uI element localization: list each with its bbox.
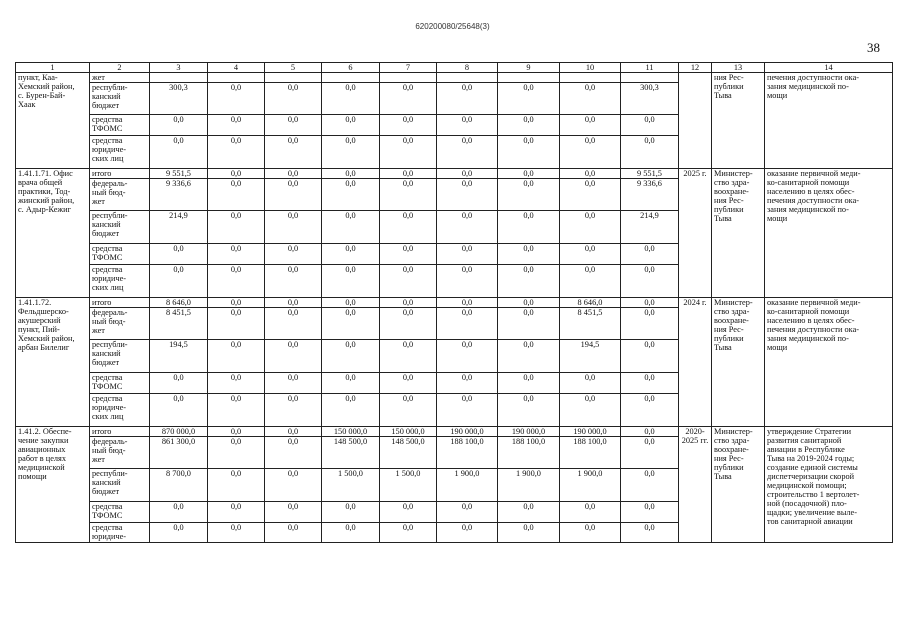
amount-cell: 0,0 xyxy=(322,373,380,394)
amount-cell: 0,0 xyxy=(265,136,322,169)
amount-cell: 0,0 xyxy=(208,136,265,169)
amount-cell: 148 500,0 xyxy=(322,437,380,469)
deadline-cell xyxy=(679,73,712,169)
amount-cell: 0,0 xyxy=(265,265,322,298)
amount-cell: 0,0 xyxy=(498,523,560,543)
amount-cell: 8 451,5 xyxy=(560,308,621,340)
executor-cell: Министер- ство здра- воохране- ния Рес- публики Тыва xyxy=(712,427,765,543)
amount-cell xyxy=(621,73,679,83)
amount-cell: 0,0 xyxy=(498,394,560,427)
amount-cell: 188 100,0 xyxy=(498,437,560,469)
amount-cell: 0,0 xyxy=(498,83,560,115)
amount-cell: 214,9 xyxy=(621,211,679,244)
amount-cell xyxy=(265,73,322,83)
column-number-cell: 8 xyxy=(437,63,498,73)
funding-source-cell: итого xyxy=(90,169,150,179)
amount-cell: 0,0 xyxy=(208,469,265,502)
amount-cell: 1 900,0 xyxy=(437,469,498,502)
amount-cell: 0,0 xyxy=(437,179,498,211)
amount-cell: 0,0 xyxy=(380,136,437,169)
column-number-cell: 6 xyxy=(322,63,380,73)
amount-cell: 0,0 xyxy=(265,427,322,437)
funding-source-cell: итого xyxy=(90,298,150,308)
funding-source-cell: федераль- ный бюд- жет xyxy=(90,308,150,340)
funding-source-cell: жет xyxy=(90,73,150,83)
amount-cell: 0,0 xyxy=(265,169,322,179)
amount-cell: 0,0 xyxy=(322,265,380,298)
amount-cell: 0,0 xyxy=(322,211,380,244)
amount-cell: 214,9 xyxy=(150,211,208,244)
amount-cell: 0,0 xyxy=(265,83,322,115)
amount-cell: 0,0 xyxy=(437,394,498,427)
amount-cell: 150 000,0 xyxy=(380,427,437,437)
amount-cell: 0,0 xyxy=(380,502,437,523)
amount-cell: 0,0 xyxy=(560,179,621,211)
amount-cell: 0,0 xyxy=(380,115,437,136)
amount-cell: 0,0 xyxy=(560,169,621,179)
amount-cell: 0,0 xyxy=(380,373,437,394)
amount-cell: 0,0 xyxy=(498,115,560,136)
amount-cell: 0,0 xyxy=(265,437,322,469)
amount-cell: 0,0 xyxy=(208,115,265,136)
amount-cell: 0,0 xyxy=(437,169,498,179)
column-number-cell: 1 xyxy=(16,63,90,73)
table-row xyxy=(16,169,893,179)
amount-cell: 0,0 xyxy=(560,83,621,115)
amount-cell: 0,0 xyxy=(208,298,265,308)
amount-cell: 9 551,5 xyxy=(621,169,679,179)
amount-cell: 9 336,6 xyxy=(150,179,208,211)
funding-source-cell: федераль- ный бюд- жет xyxy=(90,179,150,211)
amount-cell: 0,0 xyxy=(498,502,560,523)
amount-cell: 0,0 xyxy=(322,169,380,179)
amount-cell: 0,0 xyxy=(621,298,679,308)
amount-cell: 8 646,0 xyxy=(560,298,621,308)
amount-cell: 0,0 xyxy=(322,298,380,308)
amount-cell: 0,0 xyxy=(498,169,560,179)
deadline-cell: 2024 г. xyxy=(679,298,712,427)
expected-result-cell: печения доступности ока- зания медицинской по- мощи xyxy=(765,73,893,169)
amount-cell: 0,0 xyxy=(621,394,679,427)
amount-cell: 0,0 xyxy=(150,502,208,523)
amount-cell: 0,0 xyxy=(498,298,560,308)
funding-source-cell: средства ТФОМС xyxy=(90,115,150,136)
amount-cell: 0,0 xyxy=(265,502,322,523)
expected-result-cell: оказание первичной меди- ко-санитарной помощи населению в целях обес- печения доступности ока- зания медицинской по- мощи xyxy=(765,298,893,427)
amount-cell: 1 900,0 xyxy=(560,469,621,502)
amount-cell: 0,0 xyxy=(150,373,208,394)
amount-cell: 0,0 xyxy=(498,244,560,265)
budget-table xyxy=(15,62,893,543)
amount-cell: 0,0 xyxy=(265,523,322,543)
amount-cell: 0,0 xyxy=(560,523,621,543)
amount-cell: 8 646,0 xyxy=(150,298,208,308)
amount-cell: 0,0 xyxy=(437,136,498,169)
amount-cell: 0,0 xyxy=(380,179,437,211)
amount-cell: 0,0 xyxy=(265,244,322,265)
column-number-cell: 5 xyxy=(265,63,322,73)
amount-cell: 0,0 xyxy=(621,340,679,373)
amount-cell: 0,0 xyxy=(322,179,380,211)
amount-cell: 194,5 xyxy=(150,340,208,373)
document-number: 620200080/25648(3) xyxy=(415,22,490,31)
amount-cell: 0,0 xyxy=(150,115,208,136)
amount-cell: 9 336,6 xyxy=(621,179,679,211)
amount-cell: 190 000,0 xyxy=(560,427,621,437)
amount-cell: 0,0 xyxy=(560,115,621,136)
amount-cell: 0,0 xyxy=(265,308,322,340)
amount-cell: 0,0 xyxy=(437,244,498,265)
amount-cell: 0,0 xyxy=(208,427,265,437)
amount-cell: 1 900,0 xyxy=(498,469,560,502)
amount-cell: 0,0 xyxy=(322,502,380,523)
amount-cell: 0,0 xyxy=(437,523,498,543)
funding-source-cell: средства ТФОМС xyxy=(90,502,150,523)
amount-cell: 0,0 xyxy=(208,169,265,179)
amount-cell: 300,3 xyxy=(621,83,679,115)
amount-cell: 0,0 xyxy=(380,244,437,265)
amount-cell: 0,0 xyxy=(560,244,621,265)
amount-cell: 0,0 xyxy=(322,136,380,169)
amount-cell: 0,0 xyxy=(621,373,679,394)
amount-cell: 0,0 xyxy=(498,179,560,211)
amount-cell: 0,0 xyxy=(208,523,265,543)
amount-cell: 188 100,0 xyxy=(437,437,498,469)
amount-cell: 0,0 xyxy=(498,136,560,169)
amount-cell: 0,0 xyxy=(437,502,498,523)
amount-cell: 0,0 xyxy=(150,265,208,298)
amount-cell: 8 700,0 xyxy=(150,469,208,502)
amount-cell: 0,0 xyxy=(621,136,679,169)
amount-cell: 0,0 xyxy=(437,83,498,115)
amount-cell: 0,0 xyxy=(208,502,265,523)
amount-cell: 0,0 xyxy=(380,265,437,298)
executor-cell: Министер- ство здра- воохране- ния Рес- публики Тыва xyxy=(712,298,765,427)
page-number: 38 xyxy=(867,40,880,55)
amount-cell: 148 500,0 xyxy=(380,437,437,469)
amount-cell: 0,0 xyxy=(380,340,437,373)
amount-cell xyxy=(380,73,437,83)
amount-cell: 0,0 xyxy=(621,437,679,469)
amount-cell: 0,0 xyxy=(621,244,679,265)
amount-cell: 9 551,5 xyxy=(150,169,208,179)
amount-cell: 0,0 xyxy=(208,308,265,340)
amount-cell: 0,0 xyxy=(265,373,322,394)
amount-cell xyxy=(322,73,380,83)
amount-cell: 0,0 xyxy=(560,265,621,298)
amount-cell: 0,0 xyxy=(498,373,560,394)
column-number-cell: 14 xyxy=(765,63,893,73)
amount-cell: 0,0 xyxy=(208,394,265,427)
funding-source-cell: итого xyxy=(90,427,150,437)
amount-cell: 0,0 xyxy=(498,308,560,340)
funding-source-cell: республи- канский бюджет xyxy=(90,83,150,115)
amount-cell: 0,0 xyxy=(265,211,322,244)
amount-cell: 0,0 xyxy=(322,523,380,543)
amount-cell: 0,0 xyxy=(437,373,498,394)
activity-name-cell: 1.41.1.71. Офис врача общей практики, Тод- жинский район, с. Адыр-Кежиг xyxy=(16,169,90,298)
executor-cell: ния Рес- публики Тыва xyxy=(712,73,765,169)
column-number-cell: 7 xyxy=(380,63,437,73)
amount-cell: 0,0 xyxy=(208,179,265,211)
column-number-cell: 12 xyxy=(679,63,712,73)
amount-cell: 861 300,0 xyxy=(150,437,208,469)
column-number-row xyxy=(16,63,893,73)
deadline-cell: 2025 г. xyxy=(679,169,712,298)
amount-cell: 0,0 xyxy=(208,83,265,115)
column-number-cell: 4 xyxy=(208,63,265,73)
amount-cell: 0,0 xyxy=(322,394,380,427)
amount-cell: 0,0 xyxy=(621,308,679,340)
expected-result-cell: утверждение Стратегии развития санитарной авиации в Республике Тыва на 2019-2024 годы; создание единой системы диспетчеризации скорой медицинской помощи; строительство 1 вертолет- ной (посадочной) пло- щадки; увеличение выле- тов санитарной авиации xyxy=(765,427,893,543)
amount-cell: 0,0 xyxy=(322,115,380,136)
amount-cell: 0,0 xyxy=(621,427,679,437)
amount-cell: 0,0 xyxy=(322,83,380,115)
amount-cell xyxy=(560,73,621,83)
funding-source-cell: федераль- ный бюд- жет xyxy=(90,437,150,469)
activity-name-cell: 1.41.2. Обеспе- чение закупки авиационных работ в целях медицинской помощи xyxy=(16,427,90,543)
amount-cell: 0,0 xyxy=(621,265,679,298)
column-number-cell: 11 xyxy=(621,63,679,73)
amount-cell: 0,0 xyxy=(150,136,208,169)
amount-cell: 0,0 xyxy=(560,211,621,244)
amount-cell: 0,0 xyxy=(621,502,679,523)
amount-cell: 0,0 xyxy=(208,265,265,298)
amount-cell: 0,0 xyxy=(380,394,437,427)
amount-cell: 1 500,0 xyxy=(322,469,380,502)
amount-cell: 0,0 xyxy=(208,244,265,265)
amount-cell: 194,5 xyxy=(560,340,621,373)
column-number-cell: 10 xyxy=(560,63,621,73)
column-number-cell: 13 xyxy=(712,63,765,73)
amount-cell: 0,0 xyxy=(150,394,208,427)
funding-source-cell: средства ТФОМС xyxy=(90,244,150,265)
deadline-cell: 2020- 2025 гг. xyxy=(679,427,712,543)
amount-cell: 0,0 xyxy=(560,373,621,394)
amount-cell: 0,0 xyxy=(621,523,679,543)
amount-cell: 0,0 xyxy=(208,437,265,469)
amount-cell: 0,0 xyxy=(621,115,679,136)
amount-cell: 0,0 xyxy=(437,298,498,308)
amount-cell: 150 000,0 xyxy=(322,427,380,437)
funding-source-cell: республи- канский бюджет xyxy=(90,340,150,373)
amount-cell: 0,0 xyxy=(208,211,265,244)
funding-source-cell: республи- канский бюджет xyxy=(90,469,150,502)
amount-cell: 190 000,0 xyxy=(437,427,498,437)
expected-result-cell: оказание первичной меди- ко-санитарной помощи населению в целях обес- печения доступности ока- зания медицинской по- мощи xyxy=(765,169,893,298)
column-number-cell: 2 xyxy=(90,63,150,73)
amount-cell: 870 000,0 xyxy=(150,427,208,437)
amount-cell xyxy=(150,73,208,83)
amount-cell: 0,0 xyxy=(380,83,437,115)
amount-cell: 0,0 xyxy=(265,298,322,308)
amount-cell: 0,0 xyxy=(322,308,380,340)
funding-source-cell: средства юридиче- ских лиц xyxy=(90,136,150,169)
amount-cell: 0,0 xyxy=(380,298,437,308)
amount-cell: 0,0 xyxy=(380,169,437,179)
activity-name-cell: пункт, Каа- Хемский район, с. Бурен-Бай- Хаак xyxy=(16,73,90,169)
amount-cell: 0,0 xyxy=(380,523,437,543)
funding-source-cell: средства юридиче- ских лиц xyxy=(90,265,150,298)
amount-cell: 0,0 xyxy=(208,373,265,394)
amount-cell: 0,0 xyxy=(322,340,380,373)
amount-cell: 0,0 xyxy=(265,179,322,211)
amount-cell: 0,0 xyxy=(560,502,621,523)
amount-cell: 0,0 xyxy=(322,244,380,265)
table-row xyxy=(16,73,893,83)
funding-source-cell: средства ТФОМС xyxy=(90,373,150,394)
amount-cell: 0,0 xyxy=(265,394,322,427)
amount-cell: 0,0 xyxy=(498,340,560,373)
amount-cell: 300,3 xyxy=(150,83,208,115)
funding-source-cell: республи- канский бюджет xyxy=(90,211,150,244)
column-number-cell: 3 xyxy=(150,63,208,73)
table-row xyxy=(16,298,893,308)
table-row xyxy=(16,427,893,437)
amount-cell: 0,0 xyxy=(437,308,498,340)
amount-cell: 0,0 xyxy=(265,115,322,136)
column-number-cell: 9 xyxy=(498,63,560,73)
amount-cell: 8 451,5 xyxy=(150,308,208,340)
amount-cell: 0,0 xyxy=(150,244,208,265)
amount-cell: 0,0 xyxy=(265,469,322,502)
amount-cell: 188 100,0 xyxy=(560,437,621,469)
amount-cell xyxy=(498,73,560,83)
amount-cell: 0,0 xyxy=(208,340,265,373)
funding-source-cell: средства юридиче- xyxy=(90,523,150,543)
amount-cell: 0,0 xyxy=(560,394,621,427)
amount-cell: 0,0 xyxy=(560,136,621,169)
amount-cell: 0,0 xyxy=(498,211,560,244)
amount-cell xyxy=(437,73,498,83)
amount-cell: 0,0 xyxy=(437,211,498,244)
amount-cell: 0,0 xyxy=(380,308,437,340)
amount-cell: 1 500,0 xyxy=(380,469,437,502)
funding-source-cell: средства юридиче- ских лиц xyxy=(90,394,150,427)
amount-cell: 190 000,0 xyxy=(498,427,560,437)
amount-cell: 0,0 xyxy=(437,115,498,136)
amount-cell: 0,0 xyxy=(380,211,437,244)
amount-cell xyxy=(208,73,265,83)
amount-cell: 0,0 xyxy=(437,265,498,298)
amount-cell: 0,0 xyxy=(621,469,679,502)
amount-cell: 0,0 xyxy=(150,523,208,543)
amount-cell: 0,0 xyxy=(437,340,498,373)
executor-cell: Министер- ство здра- воохране- ния Рес- публики Тыва xyxy=(712,169,765,298)
amount-cell: 0,0 xyxy=(265,340,322,373)
amount-cell: 0,0 xyxy=(498,265,560,298)
activity-name-cell: 1.41.1.72. Фельдшерско- акушерский пункт, Пий- Хемский район, арбан Билелиг xyxy=(16,298,90,427)
